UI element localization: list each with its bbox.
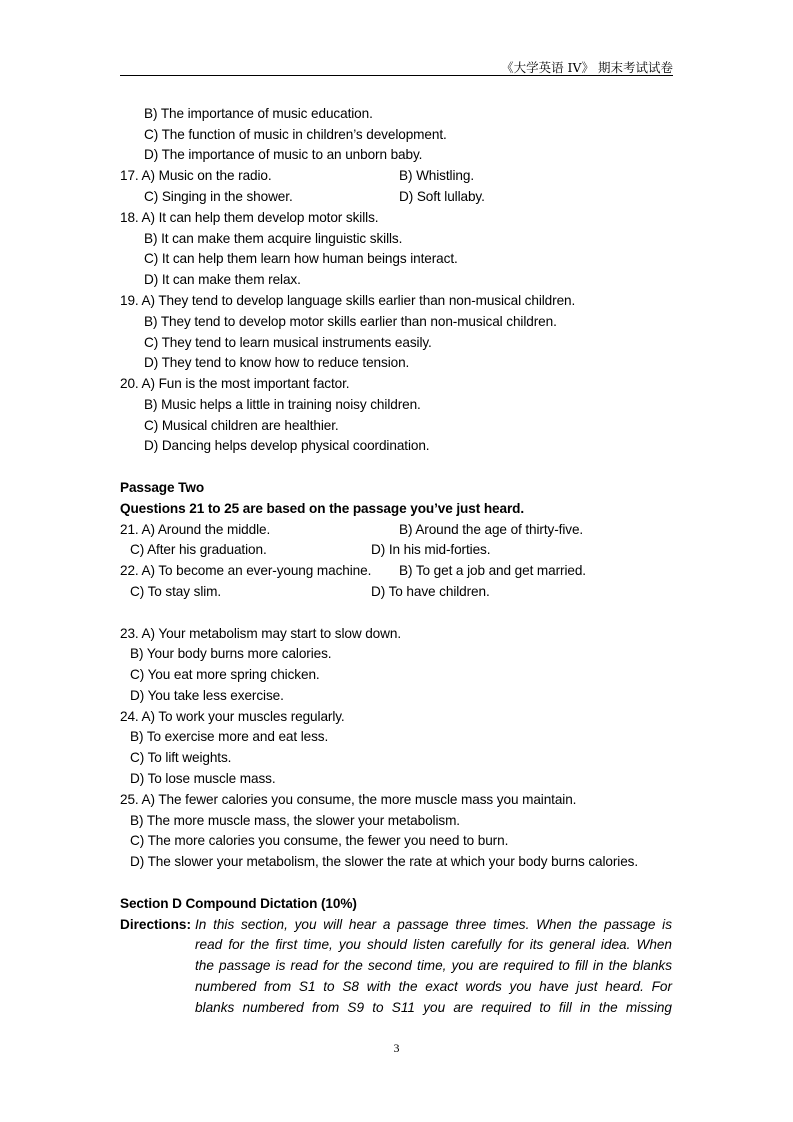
option-24-d: D) To lose muscle mass. — [130, 771, 276, 786]
option-23-b: B) Your body burns more calories. — [130, 646, 332, 661]
option-22-b: B) To get a job and get married. — [399, 563, 586, 578]
option-22-d: D) To have children. — [371, 584, 490, 599]
option-23-a: 23. A) Your metabolism may start to slow down. — [120, 626, 402, 641]
passage-two-instruction: Questions 21 to 25 are based on the passage you’ve just heard. — [120, 501, 525, 516]
directions-label: Directions: — [120, 917, 192, 932]
option-18-c: C) It can help them learn how human beings interact. — [144, 251, 458, 266]
option-24-c: C) To lift weights. — [130, 750, 232, 765]
option-17-b: B) Whistling. — [399, 168, 474, 183]
option-17-a: 17. A) Music on the radio. — [120, 168, 272, 183]
directions-line-1: In this section, you will hear a passage three times. When the passage is — [195, 917, 672, 932]
option-16-c: C) The function of music in children’s development. — [144, 127, 447, 142]
option-18-d: D) It can make them relax. — [144, 272, 301, 287]
option-25-a: 25. A) The fewer calories you consume, the more muscle mass you maintain. — [120, 792, 577, 807]
exam-title: 《大学英语 IV》 期末考试试卷 — [501, 60, 673, 75]
directions-line-2: read for the first time, you should listen carefully for its general idea. When — [195, 937, 672, 952]
option-20-c: C) Musical children are healthier. — [144, 418, 339, 433]
option-19-a: 19. A) They tend to develop language skills earlier than non-musical children. — [120, 293, 576, 308]
header-divider — [120, 75, 673, 76]
option-24-b: B) To exercise more and eat less. — [130, 729, 329, 744]
option-21-d: D) In his mid-forties. — [371, 542, 491, 557]
option-20-b: B) Music helps a little in training noisy children. — [144, 397, 421, 412]
option-22-c: C) To stay slim. — [130, 584, 222, 599]
option-22-a: 22. A) To become an ever-young machine. — [120, 563, 372, 578]
passage-two-heading: Passage Two — [120, 480, 205, 495]
directions-line-4: numbered from S1 to S8 with the exact words you have just heard. For — [195, 979, 672, 994]
option-24-a: 24. A) To work your muscles regularly. — [120, 709, 345, 724]
directions-line-5: blanks numbered from S9 to S11 you are required to fill in the missing — [195, 1000, 672, 1015]
option-18-b: B) It can make them acquire linguistic skills. — [144, 231, 403, 246]
page-number: 3 — [393, 1041, 400, 1055]
option-17-d: D) Soft lullaby. — [399, 189, 485, 204]
option-16-d: D) The importance of music to an unborn baby. — [144, 147, 423, 162]
option-25-c: C) The more calories you consume, the fewer you need to burn. — [130, 833, 509, 848]
option-19-d: D) They tend to know how to reduce tension. — [144, 355, 410, 370]
option-23-d: D) You take less exercise. — [130, 688, 284, 703]
option-21-c: C) After his graduation. — [130, 542, 267, 557]
option-16-b: B) The importance of music education. — [144, 106, 373, 121]
option-21-a: 21. A) Around the middle. — [120, 522, 271, 537]
directions-line-3: the passage is read for the second time, you are required to fill in the blanks — [195, 958, 672, 973]
option-18-a: 18. A) It can help them develop motor skills. — [120, 210, 379, 225]
option-19-c: C) They tend to learn musical instruments easily. — [144, 335, 432, 350]
option-21-b: B) Around the age of thirty-five. — [399, 522, 584, 537]
option-23-c: C) You eat more spring chicken. — [130, 667, 320, 682]
option-20-a: 20. A) Fun is the most important factor. — [120, 376, 350, 391]
option-17-c: C) Singing in the shower. — [144, 189, 293, 204]
option-25-d: D) The slower your metabolism, the slower the rate at which your body burns calories. — [130, 854, 639, 869]
section-d-heading: Section D Compound Dictation (10%) — [120, 896, 357, 911]
option-25-b: B) The more muscle mass, the slower your metabolism. — [130, 813, 460, 828]
option-19-b: B) They tend to develop motor skills earlier than non-musical children. — [144, 314, 557, 329]
option-20-d: D) Dancing helps develop physical coordination. — [144, 438, 430, 453]
